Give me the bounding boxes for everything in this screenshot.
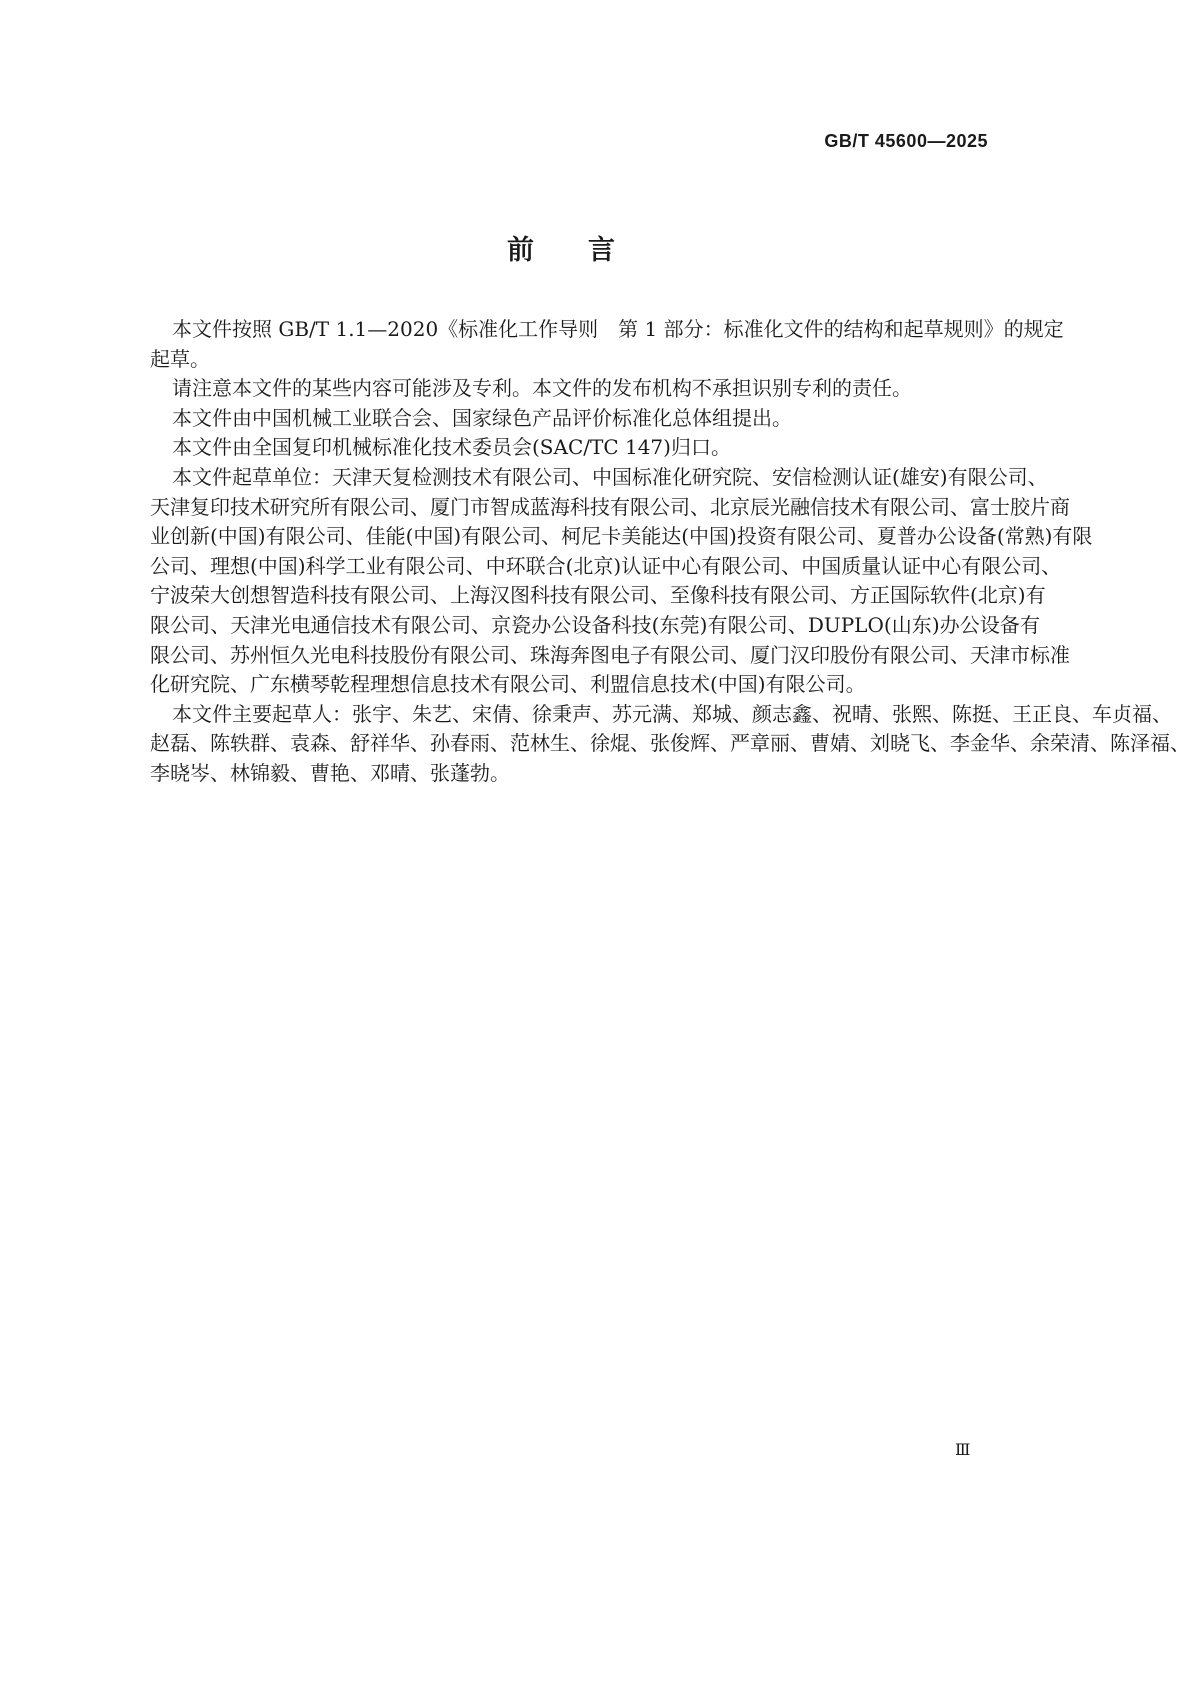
paragraph-line: 本文件按照 GB/T 1.1—2020《标准化工作导则 第 1 部分：标准化文件的结构和起草规则》的规定	[172, 317, 1064, 341]
foreword-body	[150, 315, 1190, 789]
paragraph-line: 起草。	[150, 346, 210, 371]
paragraph-line: 宁波荣大创想智造科技有限公司、上海汉图科技有限公司、至像科技有限公司、方正国际软件(北京)有	[150, 583, 1046, 608]
title-char-1: 前	[507, 235, 536, 266]
paragraph-line: 本文件起草单位：天津天复检测技术有限公司、中国标准化研究院、安信检测认证(雄安)有限公司、	[172, 464, 1048, 489]
page-title	[0, 228, 1124, 267]
paragraph-line: 赵磊、陈轶群、袁森、舒祥华、孙春雨、范林生、徐焜、张俊辉、严章丽、曹婧、刘晓飞、李金华、余荣清、陈泽福、	[150, 731, 1190, 756]
standard-number: GB/T 45600—2025	[824, 131, 988, 151]
title-char-2: 言	[588, 235, 617, 266]
paragraph-line: 本文件由中国机械工业联合会、国家绿色产品评价标准化总体组提出。	[172, 405, 792, 430]
paragraph-line: 化研究院、广东横琴乾程理想信息技术有限公司、利盟信息技术(中国)有限公司。	[150, 672, 866, 697]
paragraph-line: 天津复印技术研究所有限公司、厦门市智成蓝海科技有限公司、北京辰光融信技术有限公司、富士胶片商	[150, 494, 1070, 519]
paragraph-line: 本文件由全国复印机械标准化技术委员会(SAC/TC 147)归口。	[172, 435, 731, 460]
paragraph-line: 业创新(中国)有限公司、佳能(中国)有限公司、柯尼卡美能达(中国)投资有限公司、夏普办公设备(常熟)有限	[150, 524, 1093, 549]
paragraph-line: 本文件主要起草人：张宇、朱艺、宋倩、徐秉声、苏元满、郑城、颜志鑫、祝晴、张熙、陈挺、王正良、车贞福、	[172, 701, 1172, 726]
paragraph-line: 李晓岑、林锦毅、曹艳、邓晴、张蓬勃。	[150, 760, 510, 785]
paragraph-line: 限公司、苏州恒久光电科技股份有限公司、珠海奔图电子有限公司、厦门汉印股份有限公司、天津市标准	[150, 642, 1070, 667]
page-number: Ⅲ	[955, 1440, 971, 1459]
paragraph-line: 请注意本文件的某些内容可能涉及专利。本文件的发布机构不承担识别专利的责任。	[172, 376, 912, 401]
paragraph-line: 公司、理想(中国)科学工业有限公司、中环联合(北京)认证中心有限公司、中国质量认证中心有限公司、	[150, 553, 1062, 578]
paragraph-line: 限公司、天津光电通信技术有限公司、京瓷办公设备科技(东莞)有限公司、DUPLO(山东)办公设备有	[150, 612, 1040, 637]
